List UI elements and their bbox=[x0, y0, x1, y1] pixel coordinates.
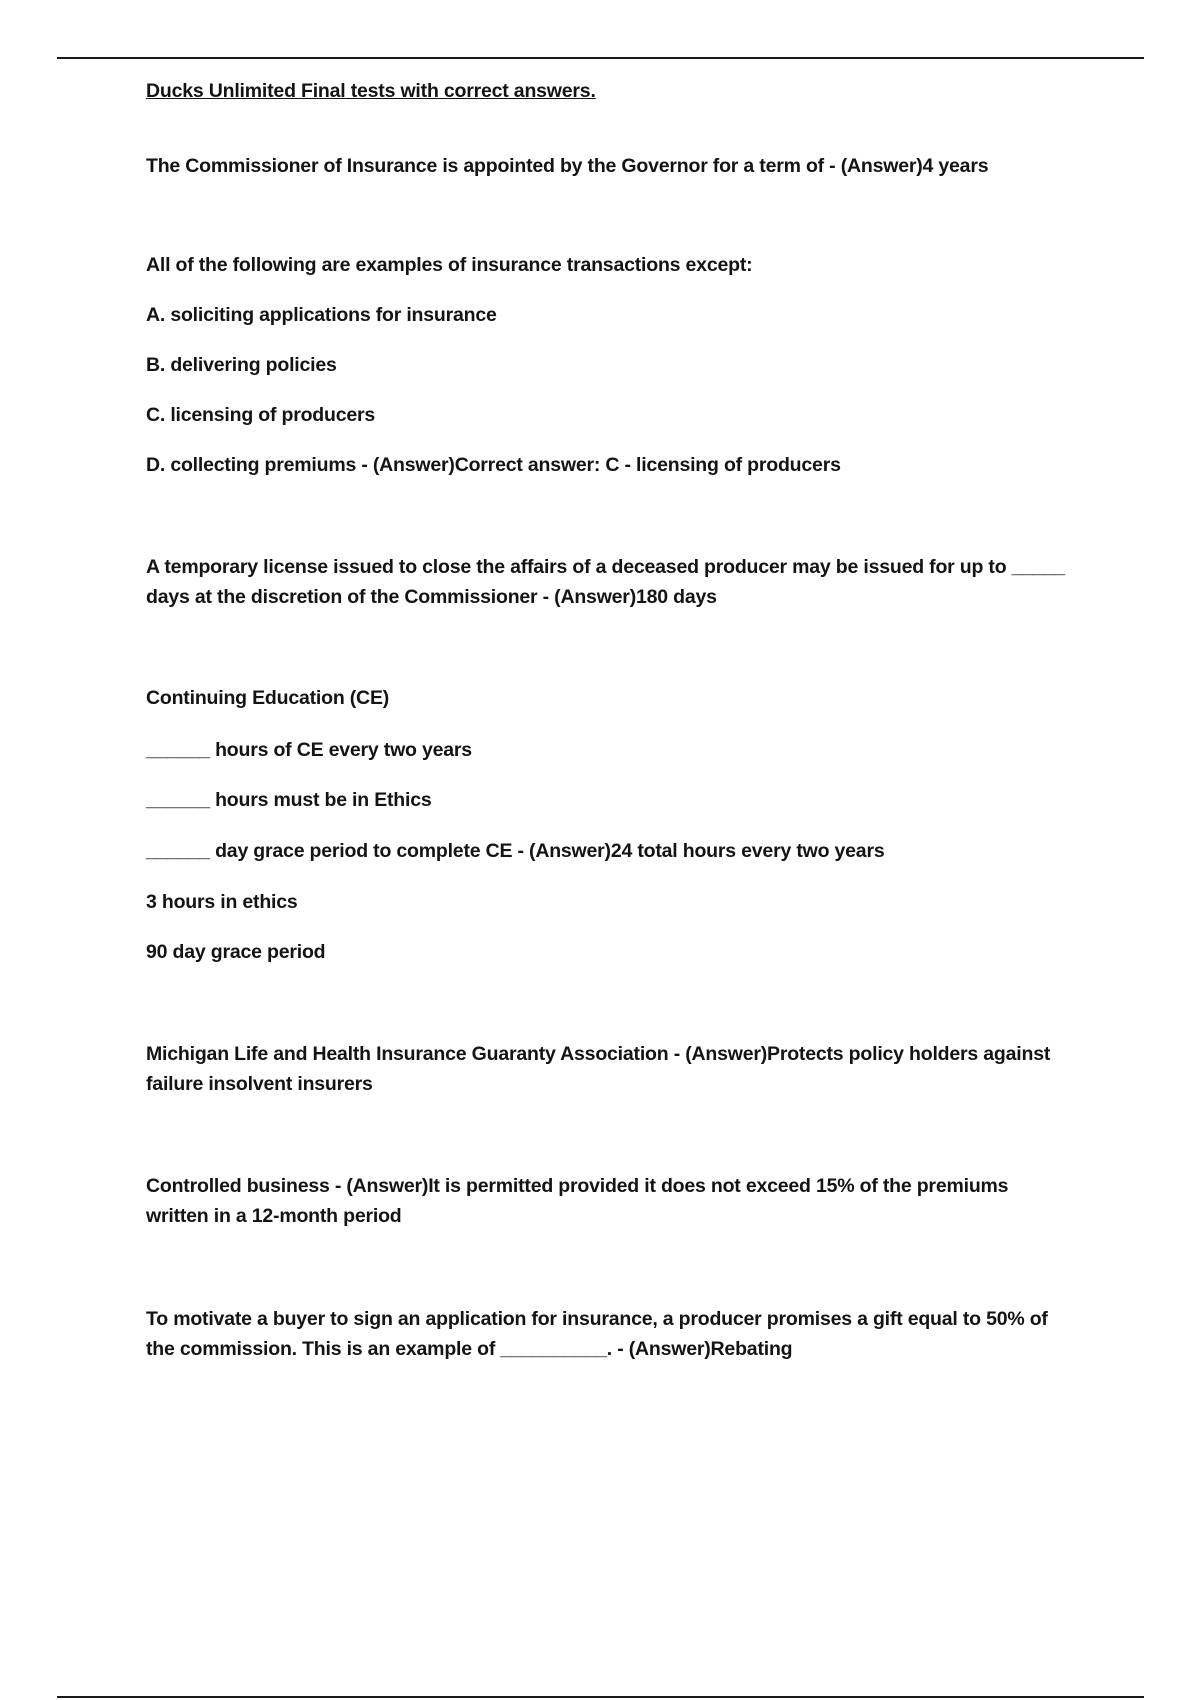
question-2-option-a: A. soliciting applications for insurance bbox=[146, 304, 497, 326]
question-7 bbox=[146, 1304, 1076, 1364]
question-2-option-c: C. licensing of producers bbox=[146, 404, 376, 426]
question-4-line-4: 3 hours in ethics bbox=[146, 891, 298, 913]
question-3 bbox=[146, 552, 1076, 612]
question-4 bbox=[146, 683, 1076, 967]
question-2-option-d: D. collecting premiums - (Answer)Correct answer: C - licensing of producers bbox=[146, 454, 841, 476]
question-4-line-2: ______ hours must be in Ethics bbox=[146, 789, 432, 811]
question-4-line-5: 90 day grace period bbox=[146, 941, 326, 963]
question-6 bbox=[146, 1171, 1076, 1231]
document-title: Ducks Unlimited Final tests with correct answers. bbox=[146, 80, 596, 102]
question-3-line-1: A temporary license issued to close the affairs of a deceased producer may be issued for up to _____ bbox=[146, 556, 1065, 578]
bottom-rule bbox=[57, 1696, 1144, 1698]
question-6-line-1: Controlled business - (Answer)It is permitted provided it does not exceed 15% of the premiums bbox=[146, 1175, 1009, 1197]
document-body bbox=[146, 76, 1076, 1364]
question-4-stem: Continuing Education (CE) bbox=[146, 687, 390, 709]
question-5-line-2: failure insolvent insurers bbox=[146, 1073, 373, 1095]
question-4-line-3: ______ day grace period to complete CE - (Answer)24 total hours every two years bbox=[146, 840, 885, 862]
question-3-line-2: days at the discretion of the Commissioner - (Answer)180 days bbox=[146, 586, 717, 608]
question-1: The Commissioner of Insurance is appointed by the Governor for a term of - (Answer)4 years bbox=[146, 155, 989, 177]
question-4-line-1: ______ hours of CE every two years bbox=[146, 739, 472, 761]
question-7-line-2: the commission. This is an example of __________. - (Answer)Rebating bbox=[146, 1338, 793, 1360]
question-7-line-1: To motivate a buyer to sign an application for insurance, a producer promises a gift equal to 50% of bbox=[146, 1308, 1048, 1330]
question-2-option-b: B. delivering policies bbox=[146, 354, 337, 376]
question-5-line-1: Michigan Life and Health Insurance Guaranty Association - (Answer)Protects policy holders against bbox=[146, 1043, 1051, 1065]
question-5 bbox=[146, 1039, 1076, 1099]
question-2 bbox=[146, 250, 1076, 480]
top-rule bbox=[57, 57, 1144, 59]
question-2-stem: All of the following are examples of insurance transactions except: bbox=[146, 254, 753, 276]
question-6-line-2: written in a 12-month period bbox=[146, 1205, 402, 1227]
